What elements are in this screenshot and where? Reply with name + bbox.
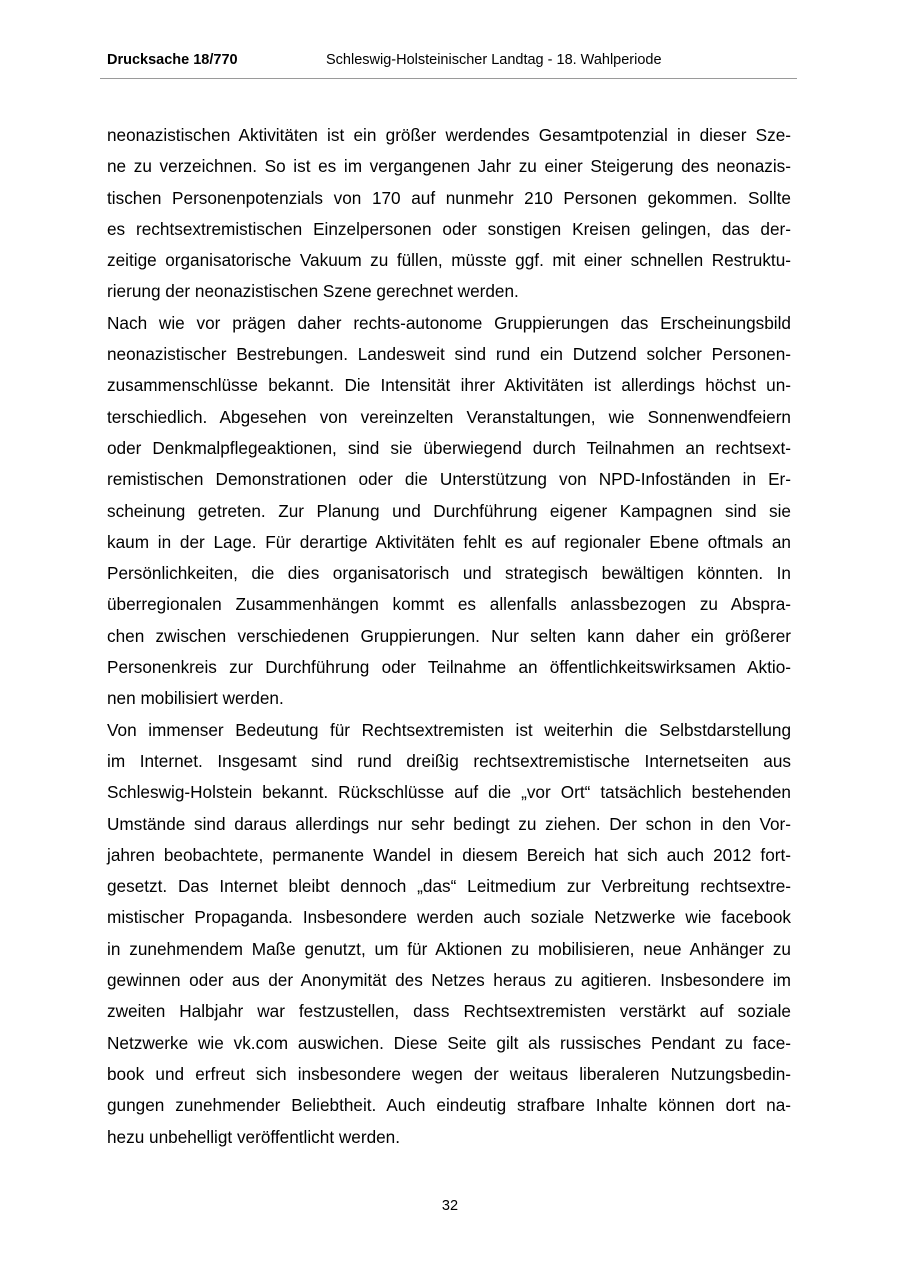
text-line: Personenkreis zur Durchführung oder Teilnahme an öffentlichkeitswirksamen Aktio- [107,657,791,678]
text-line: gesetzt. Das Internet bleibt dennoch „das“ Leitmedium zur Verbreitung rechtsextre- [107,876,791,897]
text-line: überregionalen Zusammenhängen kommt es allenfalls anlassbezogen zu Abspra- [107,594,791,615]
text-line: ne zu verzeichnen. So ist es im vergangenen Jahr zu einer Steigerung des neonazis- [107,156,791,177]
text-line: zweiten Halbjahr war festzustellen, dass Rechtsextremisten verstärkt auf soziale [107,1001,791,1022]
text-line: gewinnen oder aus der Anonymität des Netzes heraus zu agitieren. Insbesondere im [107,970,791,991]
text-line: book und erfreut sich insbesondere wegen der weitaus liberaleren Nutzungsbedin- [107,1063,791,1084]
text-line: Nach wie vor prägen daher rechts-autonome Gruppierungen das Erscheinungsbild [107,312,791,333]
text-line: kaum in der Lage. Für derartige Aktivitäten fehlt es auf regionaler Ebene oftmals an [107,531,791,552]
text-line: remistischen Demonstrationen oder die Unterstützung von NPD-Infoständen in Er- [107,469,791,490]
text-line: hezu unbehelligt veröffentlicht werden. [107,1126,401,1147]
text-line: in zunehmendem Maße genutzt, um für Aktionen zu mobilisieren, neue Anhänger zu [107,938,791,959]
text-line: rierung der neonazistischen Szene gerechnet werden. [107,281,519,302]
text-line: Von immenser Bedeutung für Rechtsextremisten ist weiterhin die Selbstdarstellung [107,719,791,740]
paragraph [107,120,791,308]
text-line: oder Denkmalpflegeaktionen, sind sie überwiegend durch Teilnahmen an rechtsext- [107,437,791,458]
text-line: im Internet. Insgesamt sind rund dreißig rechtsextremistische Internetseiten aus [107,750,791,771]
text-line: scheinung getreten. Zur Planung und Durchführung eigener Kampagnen sind sie [107,500,791,521]
document-title: Schleswig-Holsteinischer Landtag - 18. Wahlperiode [326,52,662,68]
text-line: Umstände sind daraus allerdings nur sehr bedingt zu ziehen. Der schon in den Vor- [107,813,791,834]
text-line: es rechtsextremistischen Einzelpersonen oder sonstigen Kreisen gelingen, das der- [107,218,791,239]
page-number: 32 [441,1198,459,1214]
page-header [100,52,797,79]
document-number: Drucksache 18/770 [107,52,238,68]
text-line: zusammenschlüsse bekannt. Die Intensität ihrer Aktivitäten ist allerdings höchst un- [107,375,791,396]
text-line: mistischer Propaganda. Insbesondere werden auch soziale Netzwerke wie facebook [107,907,791,928]
text-line: terschiedlich. Abgesehen von vereinzelten Veranstaltungen, wie Sonnenwendfeiern [107,406,791,427]
text-line: nen mobilisiert werden. [107,688,284,709]
text-line: neonazistischer Bestrebungen. Landesweit sind rund ein Dutzend solcher Personen- [107,344,791,365]
text-line: tischen Personenpotenzials von 170 auf nunmehr 210 Personen gekommen. Sollte [107,187,791,208]
document-body [107,120,791,1153]
text-line: chen zwischen verschiedenen Gruppierungen. Nur selten kann daher ein größerer [107,625,791,646]
paragraph [107,715,791,1153]
text-line: zeitige organisatorische Vakuum zu füllen, müsste ggf. mit einer schnellen Restruktu- [107,250,791,271]
text-line: Netzwerke wie vk.com auswichen. Diese Seite gilt als russisches Pendant zu face- [107,1032,791,1053]
text-line: Persönlichkeiten, die dies organisatorisch und strategisch bewältigen könnten. In [107,563,791,584]
text-line: gungen zunehmender Beliebtheit. Auch eindeutig strafbare Inhalte können dort na- [107,1095,791,1116]
paragraph [107,308,791,715]
text-line: neonazistischen Aktivitäten ist ein größer werdendes Gesamtpotenzial in dieser Sze- [107,125,791,145]
text-line: jahren beobachtete, permanente Wandel in diesem Bereich hat sich auch 2012 fort- [107,844,791,865]
text-line: Schleswig-Holstein bekannt. Rückschlüsse auf die „vor Ort“ tatsächlich bestehenden [107,782,791,803]
